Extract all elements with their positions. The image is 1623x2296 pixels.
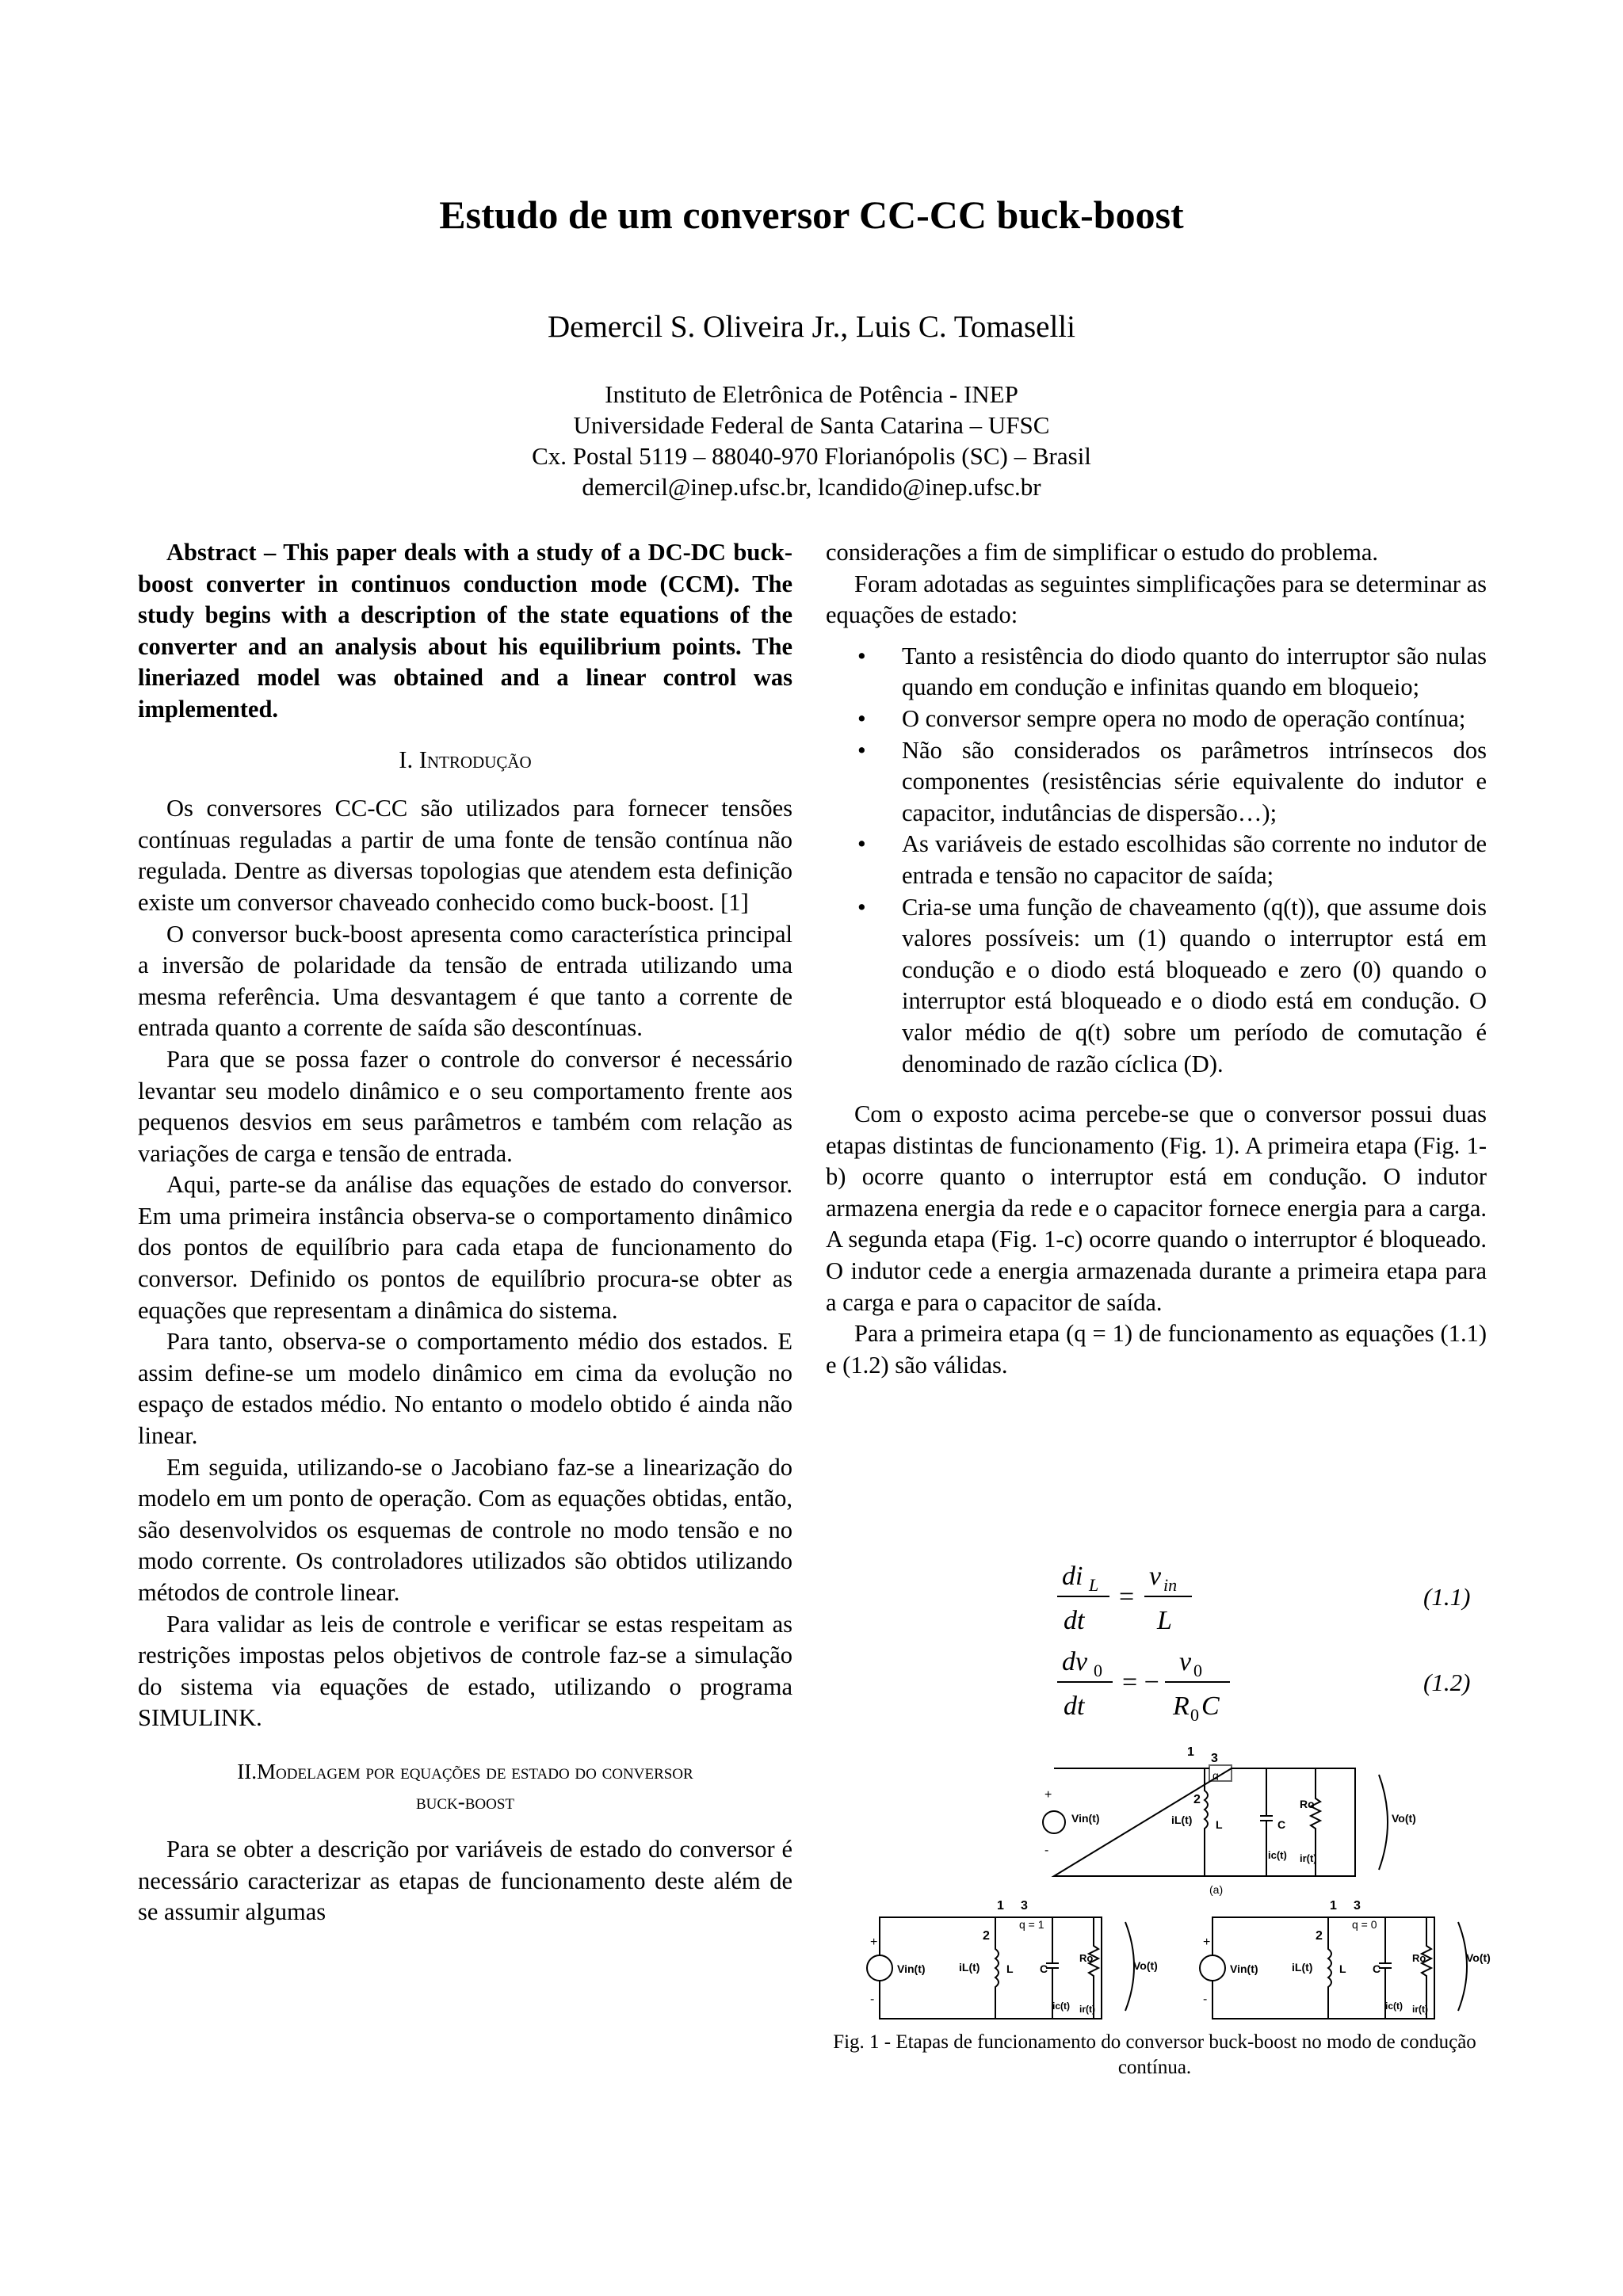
resistor-label: Ro bbox=[1300, 1798, 1315, 1810]
paragraph: Em seguida, utilizando-se o Jacobiano faz-se a linearização do modelo em um ponto de operação. Com as equações obtidas, então, são desenvolvidos os esquemas de controle no modo tensão e no modo corrente. Os controladores utilizados são obtidos utilizando métodos de controle linear. bbox=[138, 1453, 792, 1606]
bullet-icon: • bbox=[857, 704, 866, 732]
inductor-label: L bbox=[1006, 1962, 1014, 1975]
eq-term: dt bbox=[1064, 1606, 1085, 1635]
bullet-list bbox=[826, 641, 1487, 1080]
bullet-icon: • bbox=[857, 893, 866, 921]
left-column bbox=[138, 537, 792, 1928]
section-title-line1: Modelagem por equações de estado do conversor bbox=[257, 1759, 693, 1783]
switch-label: q = 1 bbox=[1019, 1918, 1044, 1931]
eq-term: 0 bbox=[1190, 1705, 1199, 1725]
subfigure-label-a: (a) bbox=[1209, 1883, 1224, 1896]
eq-term: in bbox=[1163, 1575, 1178, 1595]
section-title: Introdução bbox=[418, 746, 532, 773]
bullet-text: Cria-se uma função de chaveamento (q(t)), que assume dois valores possíveis: um (1) quando o interruptor está em condução e o diodo está bloqueado e zero (0) quando o interruptor está bloqueado e o diodo está em condução. O valor médio de q(t) sobre um período de comutação é denominado de razão cíclica (D). bbox=[902, 893, 1487, 1077]
paragraph: Para se obter a descrição por variáveis de estado do conversor é necessário caracterizar as etapas de funcionamento deste além de se assumir algumas bbox=[138, 1835, 792, 1926]
paragraph: Para a primeira etapa (q = 1) de funcionamento as equações (1.1) e (1.2) são válidas. bbox=[826, 1320, 1487, 1379]
paragraph: Para que se possa fazer o controle do conversor é necessário levantar seu modelo dinâmico e o seu comportamento frente aos pequenos desvios em seus parâmetros e também com relação as variações de carga e tensão de entrada. bbox=[138, 1045, 792, 1167]
eq-term: L bbox=[1157, 1606, 1172, 1635]
vin-label: Vin(t) bbox=[897, 1962, 926, 1975]
paper-authors: Demercil S. Oliveira Jr., Luis C. Tomaselli bbox=[548, 310, 1075, 344]
eq-term: di bbox=[1062, 1562, 1083, 1591]
paper-title: Estudo de um conversor CC-CC buck-boost bbox=[439, 193, 1184, 237]
vo-label: Vo(t) bbox=[1133, 1959, 1158, 1972]
ic-label: ic(t) bbox=[1268, 1849, 1287, 1861]
eq-term: 0 bbox=[1094, 1661, 1102, 1680]
plus-sign: + bbox=[1044, 1788, 1052, 1802]
resistor-label: Ro bbox=[1412, 1952, 1426, 1964]
bullet-text: Tanto a resistência do diodo quanto do interruptor são nulas quando em condução e infinitas quando em bloqueio; bbox=[902, 642, 1487, 701]
vo-label: Vo(t) bbox=[1392, 1812, 1416, 1825]
bullet-item bbox=[826, 735, 1487, 830]
resistor-label: Ro bbox=[1079, 1952, 1094, 1964]
paragraph: Foram adotadas as seguintes simplificações para se determinar as equações de estado: bbox=[826, 570, 1487, 629]
affiliation-line: Universidade Federal de Santa Catarina – UFSC bbox=[573, 411, 1050, 439]
minus-sign: - bbox=[870, 1993, 875, 2006]
bullet-icon: • bbox=[857, 642, 866, 669]
inductor-label: L bbox=[1216, 1818, 1223, 1831]
bullet-item bbox=[826, 641, 1487, 704]
ir-label: ir(t) bbox=[1079, 2004, 1095, 2015]
figure-caption: Fig. 1 - Etapas de funcionamento do conversor buck-boost no modo de condução contínua. bbox=[833, 2031, 1476, 2078]
abstract: Abstract – This paper deals with a study of a DC-DC buck-boost converter in continuos conduction mode (CCM). The study begins with a description of the state equations of the converter and an analysis about his equilibrium points. The lineriazed model was obtained and a linear control was implemented. bbox=[138, 539, 792, 723]
paragraph: O conversor buck-boost apresenta como característica principal a inversão de polaridade da tensão de entrada utilizando uma mesma referência. Uma desvantagem é que tanto a corrente de entrada quanto a corrente de saída são descontínuas. bbox=[138, 920, 792, 1042]
equation-number: (1.1) bbox=[1423, 1583, 1471, 1611]
node-label: 3 bbox=[1021, 1899, 1028, 1913]
section-heading-2 bbox=[138, 1756, 792, 1817]
affiliation-line: Instituto de Eletrônica de Potência - INEP bbox=[605, 380, 1018, 408]
paragraph: Os conversores CC-CC são utilizados para fornecer tensões contínuas reguladas a partir de uma fonte de tensão contínua não regulada. Dentre as diversas topologias que atendem esta definição existe um conversor chaveado conhecido como buck-boost. [1] bbox=[138, 795, 792, 916]
node-label: 3 bbox=[1211, 1752, 1218, 1765]
section-number: I. bbox=[399, 746, 414, 773]
bullet-item bbox=[826, 829, 1487, 891]
eq-term: C bbox=[1201, 1691, 1220, 1721]
eq-term: v bbox=[1179, 1647, 1192, 1676]
eq-term: v bbox=[1149, 1562, 1162, 1591]
paragraph-continuation: considerações a fim de simplificar o estudo do problema. bbox=[826, 539, 1379, 566]
eq-op: = bbox=[1119, 1582, 1135, 1611]
bullet-text: Não são considerados os parâmetros intrínsecos dos componentes (resistências série equivalente do indutor e capacitor, indutâncias de dispersão…); bbox=[902, 736, 1487, 826]
equation-number: (1.2) bbox=[1423, 1669, 1471, 1696]
bullet-text: As variáveis de estado escolhidas são corrente no indutor de entrada e tensão no capacitor de saída; bbox=[902, 830, 1487, 889]
equation-1-1 bbox=[1046, 1553, 1490, 1640]
node-label: 1 bbox=[997, 1899, 1004, 1913]
section-title-line2: buck-boost bbox=[415, 1789, 515, 1814]
plus-sign: + bbox=[1203, 1936, 1211, 1949]
node-label: 2 bbox=[1193, 1793, 1201, 1806]
eq-term: dt bbox=[1064, 1691, 1085, 1721]
minus-sign: - bbox=[1044, 1844, 1049, 1857]
section-heading-1 bbox=[138, 745, 792, 776]
bullet-item bbox=[826, 704, 1487, 735]
capacitor-label: C bbox=[1040, 1962, 1048, 1975]
switch-label: q = 0 bbox=[1352, 1918, 1377, 1931]
node-label: 3 bbox=[1354, 1899, 1361, 1913]
section-number: II. bbox=[237, 1759, 258, 1783]
affiliation bbox=[0, 379, 1623, 502]
capacitor-label: C bbox=[1277, 1818, 1286, 1831]
capacitor-label: C bbox=[1373, 1962, 1381, 1975]
paragraph: Com o exposto acima percebe-se que o conversor possui duas etapas distintas de funcionamento (Fig. 1). A primeira etapa (Fig. 1-b) ocorre quanto o interruptor está em condução. O indutor armazena energia da rede e o capacitor fornece energia para a carga. A segunda etapa (Fig. 1-c) ocorre quando o interruptor é bloqueado. O indutor cede a energia armazenada durante a primeira etapa para a carga e para o capacitor de saída. bbox=[826, 1100, 1487, 1316]
subfigure-label-c bbox=[1323, 2027, 1336, 2028]
right-column bbox=[826, 537, 1487, 1381]
switch-label: q bbox=[1212, 1769, 1219, 1782]
vin-label: Vin(t) bbox=[1071, 1812, 1100, 1825]
plus-sign: + bbox=[870, 1936, 878, 1949]
eq-term: R bbox=[1173, 1691, 1190, 1721]
il-label: iL(t) bbox=[1292, 1961, 1313, 1974]
ic-label: ic(t) bbox=[1385, 2000, 1403, 2012]
paragraph: Para validar as leis de controle e verificar se estas respeitam as restrições impostas pelos objetivos de controle faz-se a simulação do sistema via equações de estado, utilizando o programa SIMULINK. bbox=[138, 1610, 792, 1732]
figure-1-circuits bbox=[856, 1743, 1522, 2028]
inductor-label: L bbox=[1339, 1962, 1346, 1975]
vo-label: Vo(t) bbox=[1466, 1951, 1491, 1964]
paragraph: Para tanto, observa-se o comportamento médio dos estados. E assim define-se um modelo dinâmico em cima da evolução no espaço de estados médio. No entanto o modelo obtido é ainda não linear. bbox=[138, 1328, 792, 1450]
minus-sign: - bbox=[1203, 1993, 1208, 2006]
affiliation-line: Cx. Postal 5119 – 88040-970 Florianópolis (SC) – Brasil bbox=[532, 442, 1091, 470]
eq-term: 0 bbox=[1193, 1661, 1202, 1680]
node-label: 2 bbox=[983, 1929, 990, 1943]
circuit-c bbox=[1200, 1899, 1491, 2028]
equation-1-2 bbox=[1046, 1638, 1490, 1726]
ir-label: ir(t) bbox=[1300, 1852, 1317, 1864]
subfigure-label-b bbox=[991, 2027, 1004, 2028]
ic-label: ic(t) bbox=[1052, 2000, 1070, 2012]
bullet-icon: • bbox=[857, 736, 866, 764]
bullet-text: O conversor sempre opera no modo de operação contínua; bbox=[902, 704, 1466, 732]
node-label: 1 bbox=[1330, 1899, 1337, 1913]
eq-op: = − bbox=[1122, 1668, 1159, 1697]
il-label: iL(t) bbox=[1171, 1814, 1193, 1826]
bullet-item bbox=[826, 892, 1487, 1081]
circuit-b bbox=[867, 1899, 1158, 2028]
vin-label: Vin(t) bbox=[1230, 1962, 1258, 1975]
bullet-icon: • bbox=[857, 830, 866, 858]
ir-label: ir(t) bbox=[1412, 2004, 1428, 2015]
circuit-a bbox=[1043, 1745, 1416, 1896]
eq-term: L bbox=[1089, 1575, 1099, 1595]
affiliation-email: demercil@inep.ufsc.br, lcandido@inep.ufsc.br bbox=[582, 473, 1041, 501]
paragraph: Aqui, parte-se da análise das equações de estado do conversor. Em uma primeira instância observa-se o comportamento dinâmico dos pontos de equilíbrio para cada etapa de funcionamento do conversor. Definido os pontos de equilíbrio procura-se obter as equações que representam a dinâmica do sistema. bbox=[138, 1171, 792, 1324]
il-label: iL(t) bbox=[959, 1961, 980, 1974]
eq-term: dv bbox=[1062, 1647, 1088, 1676]
node-label: 2 bbox=[1316, 1929, 1323, 1943]
node-label: 1 bbox=[1187, 1745, 1194, 1759]
